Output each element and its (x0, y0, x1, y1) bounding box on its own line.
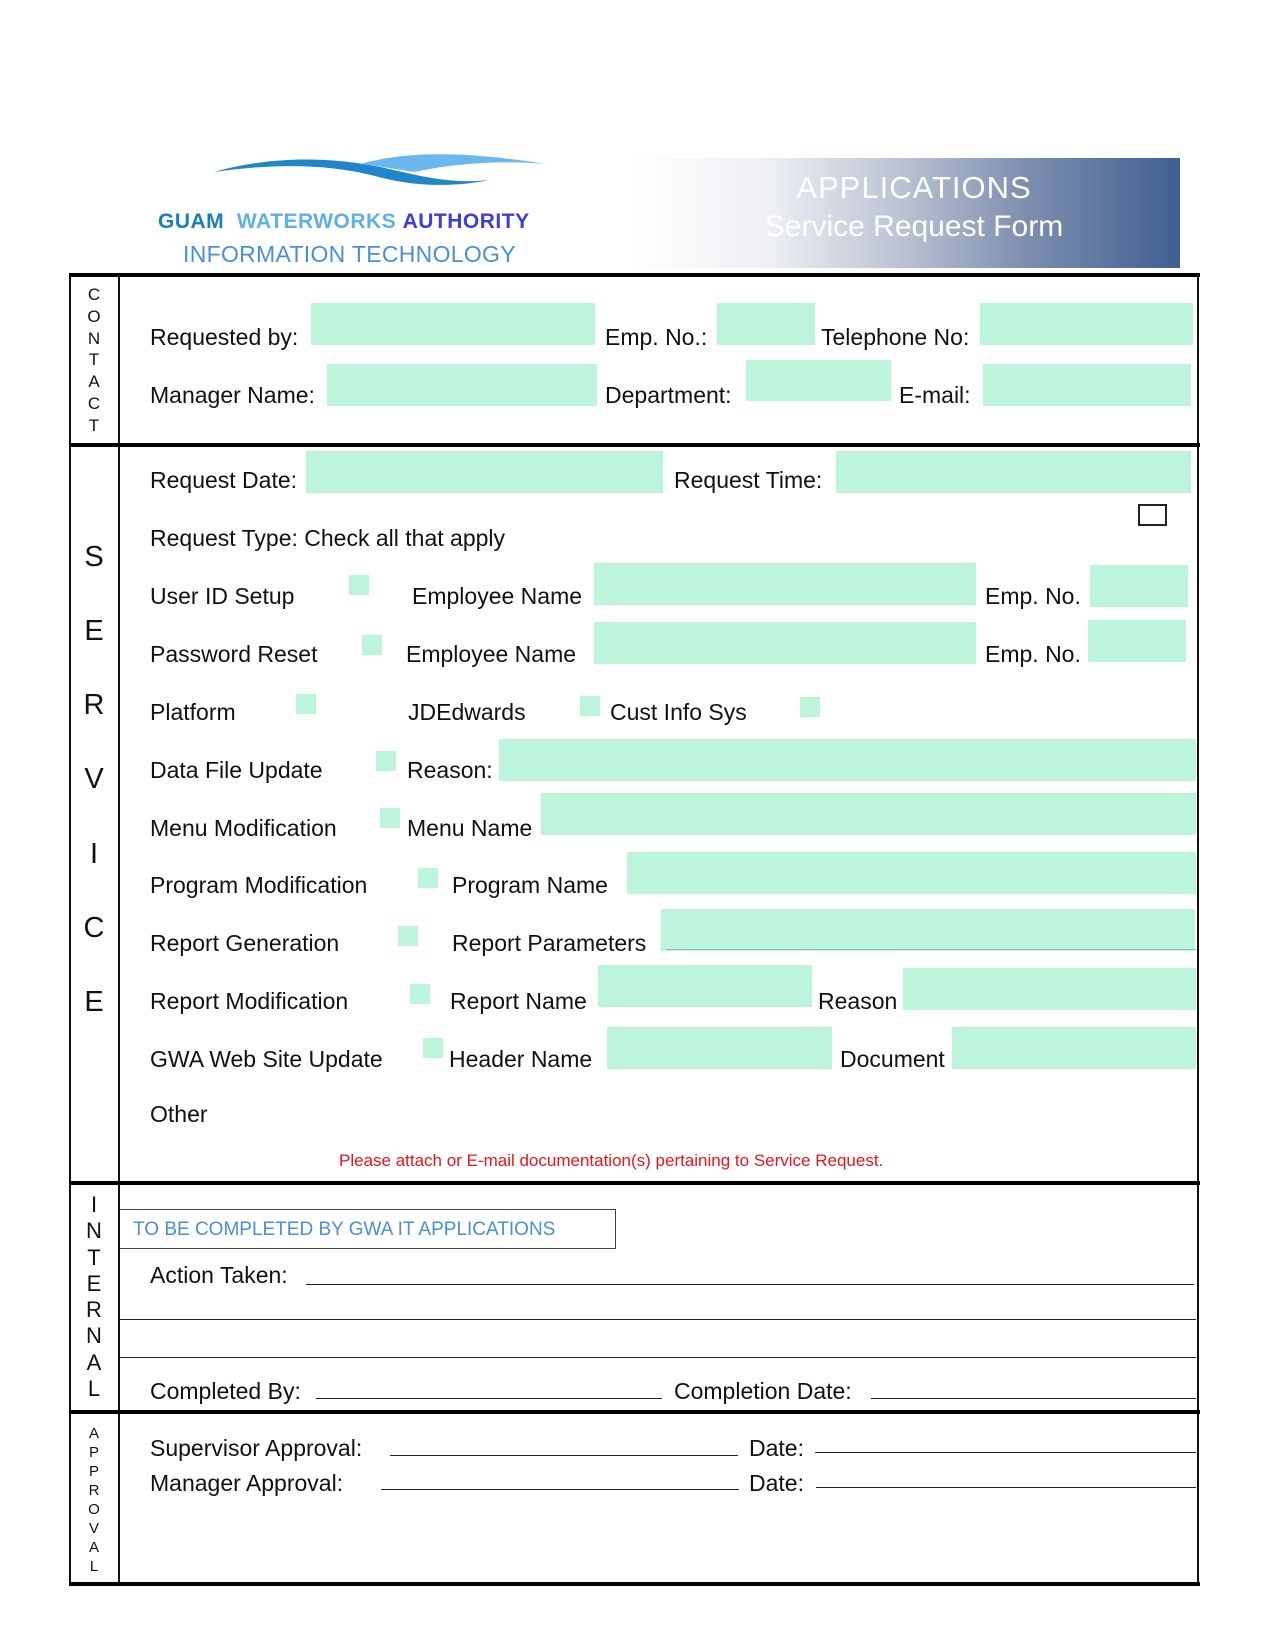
web-site-update-label: GWA Web Site Update (150, 1046, 383, 1072)
side-letter: T (88, 350, 100, 370)
emp-no-label: Emp. No. (985, 641, 1081, 667)
service-section-divider (69, 1181, 1200, 1185)
side-letter: A (88, 1425, 99, 1442)
manager-date-line[interactable] (816, 1487, 1196, 1488)
form-title-applications: APPLICATIONS (796, 170, 1032, 205)
emp-no-label: Emp. No. (985, 583, 1081, 609)
employee-name-label: Employee Name (406, 641, 577, 667)
menu-modification-label: Menu Modification (150, 815, 337, 841)
org-name-waterworks: WATERWORKS (236, 210, 397, 233)
emp-no-field[interactable] (717, 303, 815, 345)
org-name (158, 210, 530, 234)
attachment-notice: Please attach or E-mail documentation(s) pertaining to Service Request. (339, 1151, 884, 1170)
side-letter: N (86, 1218, 102, 1244)
report-generation-checkbox[interactable] (398, 926, 418, 946)
action-taken-line-1[interactable] (306, 1284, 1194, 1285)
menu-modification-checkbox[interactable] (380, 808, 400, 828)
form-title-service-request: Service Request Form (764, 210, 1064, 243)
side-letter: C (87, 393, 101, 413)
internal-banner-box (120, 1209, 616, 1249)
manager-name-label: Manager Name: (150, 382, 315, 408)
side-letter: P (88, 1463, 99, 1480)
manager-name-field[interactable] (327, 364, 597, 406)
cust-info-sys-label: Cust Info Sys (610, 699, 747, 725)
report-modification-label: Report Modification (150, 988, 349, 1014)
report-name-field[interactable] (598, 965, 812, 1007)
action-taken-line-2[interactable] (120, 1319, 1196, 1320)
side-letter: R (86, 1297, 102, 1323)
action-taken-label: Action Taken: (150, 1262, 288, 1288)
side-letter: N (87, 328, 101, 348)
manager-approval-label: Manager Approval: (150, 1470, 344, 1496)
program-modification-checkbox[interactable] (418, 868, 438, 888)
user-id-emp-no-field[interactable] (1090, 565, 1188, 607)
side-letter: V (88, 1520, 99, 1537)
side-letter: O (87, 307, 101, 327)
program-name-field[interactable] (627, 852, 1196, 894)
request-time-label: Request Time: (674, 467, 823, 493)
action-taken-line-3[interactable] (120, 1357, 1196, 1358)
requested-by-field[interactable] (311, 303, 595, 345)
frame-right-border (1197, 273, 1199, 1585)
org-name-guam: GUAM (158, 210, 225, 233)
service-side-label (70, 520, 118, 1040)
water-wave-logo-icon (210, 150, 550, 200)
menu-name-label: Menu Name (407, 815, 533, 841)
side-letter: C (87, 285, 101, 305)
report-name-label: Report Name (450, 988, 587, 1014)
side-letter: V (84, 763, 104, 796)
side-letter: R (83, 689, 105, 722)
request-type-label: Request Type: Check all that apply (150, 525, 506, 551)
department-field[interactable] (746, 360, 891, 401)
side-letter: L (87, 1375, 101, 1401)
supervisor-approval-label: Supervisor Approval: (150, 1435, 363, 1461)
request-type-checkbox[interactable] (1138, 504, 1167, 526)
manager-date-label: Date: (749, 1470, 804, 1496)
requested-by-label: Requested by: (150, 324, 299, 350)
side-letter: A (86, 1349, 102, 1375)
email-label: E-mail: (899, 382, 971, 408)
supervisor-date-line[interactable] (815, 1452, 1196, 1453)
program-name-label: Program Name (452, 872, 608, 898)
reason-label: Reason (818, 988, 898, 1014)
web-site-update-checkbox[interactable] (423, 1038, 443, 1058)
side-letter: N (86, 1323, 102, 1349)
jdedwards-label: JDEdwards (408, 699, 526, 725)
request-time-field[interactable] (836, 451, 1191, 493)
user-id-employee-name-field[interactable] (594, 563, 976, 605)
side-letter: E (84, 986, 104, 1019)
side-letter: I (89, 837, 99, 870)
internal-section-divider (69, 1410, 1200, 1414)
document-label: Document (840, 1046, 945, 1072)
contact-section-divider (69, 443, 1200, 447)
internal-banner-text: TO BE COMPLETED BY GWA IT APPLICATIONS (133, 1219, 556, 1240)
employee-name-label: Employee Name (412, 583, 583, 609)
data-file-reason-field[interactable] (499, 739, 1196, 781)
side-letter: P (88, 1444, 99, 1461)
side-letter: T (88, 415, 100, 435)
manager-approval-line[interactable] (381, 1489, 739, 1490)
telephone-field[interactable] (980, 303, 1193, 345)
side-letter: L (89, 1558, 99, 1575)
data-file-update-checkbox[interactable] (376, 751, 396, 771)
side-column-divider (118, 275, 120, 1585)
password-reset-label: Password Reset (150, 641, 318, 667)
password-reset-emp-no-field[interactable] (1088, 620, 1186, 662)
data-file-update-label: Data File Update (150, 757, 323, 783)
completion-date-line[interactable] (871, 1398, 1196, 1399)
user-id-setup-checkbox[interactable] (349, 575, 369, 595)
completion-date-label: Completion Date: (674, 1378, 852, 1404)
department-label: Department: (605, 382, 732, 408)
menu-name-field[interactable] (541, 793, 1196, 835)
form-title-banner (628, 158, 1180, 268)
user-id-setup-label: User ID Setup (150, 583, 295, 609)
completed-by-label: Completed By: (150, 1378, 301, 1404)
platform-checkbox[interactable] (296, 694, 316, 714)
side-letter: E (84, 614, 104, 647)
approval-side-label (70, 1424, 118, 1576)
program-modification-label: Program Modification (150, 872, 368, 898)
report-reason-field[interactable] (903, 968, 1196, 1010)
side-letter: R (88, 1482, 100, 1499)
telephone-label: Telephone No: (821, 324, 970, 350)
platform-label: Platform (150, 699, 236, 725)
contact-side-label (70, 284, 118, 436)
cust-info-sys-checkbox[interactable] (800, 697, 820, 717)
internal-side-label (70, 1192, 118, 1402)
other-label: Other (150, 1101, 208, 1127)
password-reset-employee-name-field[interactable] (594, 622, 976, 664)
supervisor-approval-line[interactable] (390, 1455, 738, 1456)
emp-no-label: Emp. No.: (605, 324, 708, 350)
request-date-label: Request Date: (150, 467, 298, 493)
org-name-authority: AUTHORITY (402, 210, 530, 233)
jdedwards-checkbox[interactable] (580, 696, 600, 716)
email-field[interactable] (983, 364, 1191, 406)
side-letter: T (87, 1244, 101, 1270)
side-letter: I (90, 1192, 98, 1218)
report-parameters-label: Report Parameters (452, 930, 647, 956)
side-letter: O (88, 1501, 100, 1518)
department-title: INFORMATION TECHNOLOGY (183, 241, 516, 267)
frame-bottom-border (69, 1582, 1200, 1586)
password-reset-checkbox[interactable] (362, 635, 382, 655)
frame-top-border (69, 273, 1200, 277)
report-parameters-field[interactable] (661, 909, 1195, 951)
report-generation-label: Report Generation (150, 930, 340, 956)
side-letter: A (88, 372, 100, 392)
header-name-label: Header Name (449, 1046, 593, 1072)
request-date-field[interactable] (306, 451, 663, 493)
report-modification-checkbox[interactable] (410, 984, 430, 1004)
header-name-field[interactable] (607, 1027, 832, 1069)
side-letter: S (84, 540, 104, 573)
supervisor-date-label: Date: (749, 1435, 804, 1461)
reason-label: Reason: (407, 757, 493, 783)
side-letter: E (86, 1270, 102, 1296)
document-field[interactable] (952, 1027, 1196, 1069)
side-letter: A (88, 1539, 99, 1556)
report-parameters-underline (666, 949, 1196, 950)
completed-by-line[interactable] (316, 1398, 662, 1399)
side-letter: C (83, 912, 105, 945)
